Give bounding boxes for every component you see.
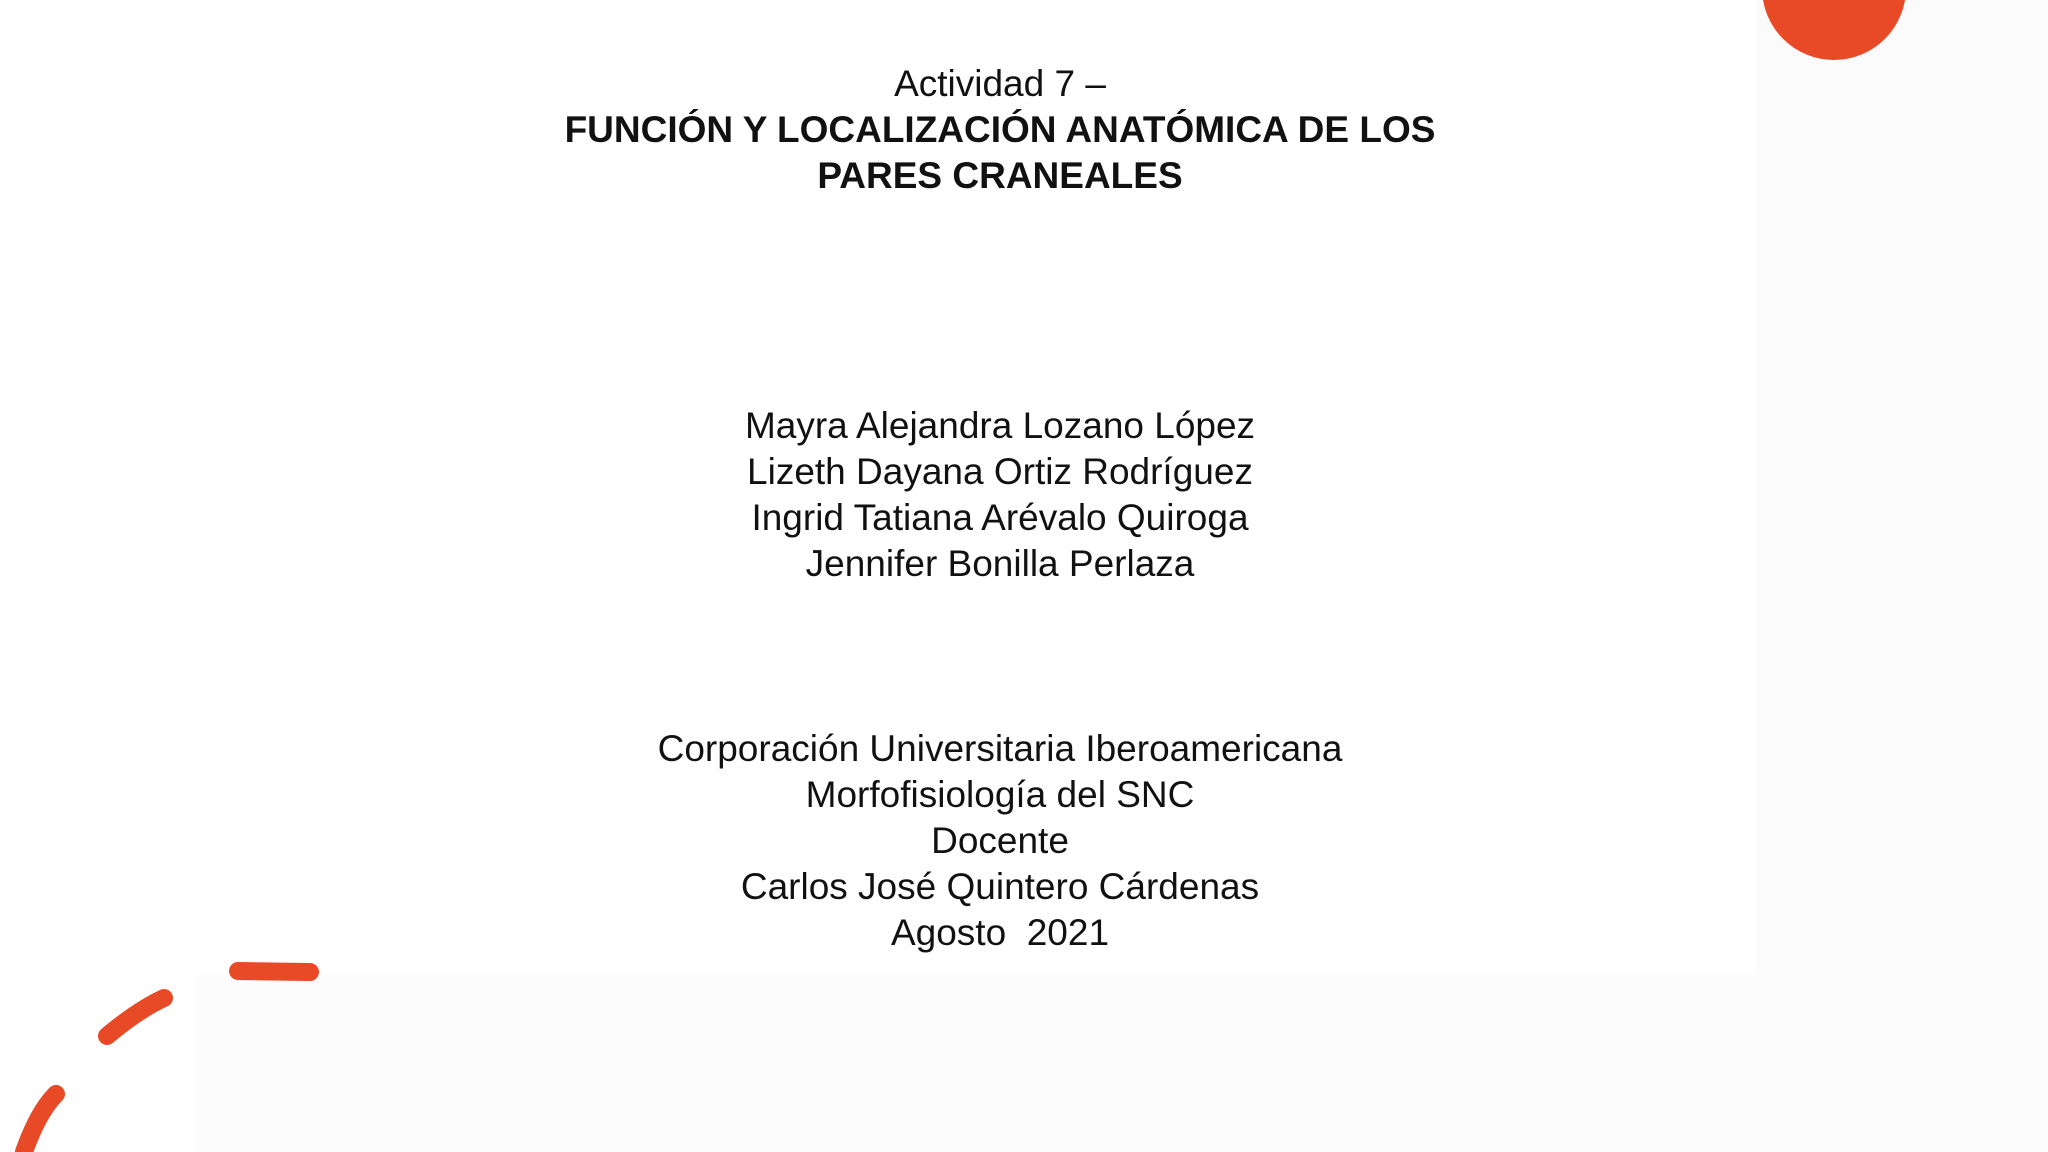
date: Agosto 2021 [890,912,1110,953]
author-name: Ingrid Tatiana Arévalo Quiroga [751,497,1249,538]
arc-dash-3 [24,1094,56,1152]
title-line-2: PARES CRANEALES [817,155,1183,196]
author-name: Mayra Alejandra Lozano López [744,405,1256,446]
activity-label: Actividad 7 – [894,63,1106,104]
arc-dash-2 [107,998,164,1036]
bottom-panel-background [196,975,1756,1152]
course-name: Morfofisiología del SNC [805,774,1195,815]
title-line-1: FUNCIÓN Y LOCALIZACIÓN ANATÓMICA DE LOS [564,109,1436,150]
title-block [0,61,2000,199]
institution: Corporación Universitaria Iberoamericana [657,728,1343,769]
arc-dash-1 [238,971,310,972]
decorative-dashed-arc [0,940,340,1152]
teacher-name: Carlos José Quintero Cárdenas [740,866,1260,907]
course-info [0,726,2000,956]
authors-list [0,403,2000,587]
teacher-label: Docente [931,820,1069,861]
author-name: Lizeth Dayana Ortiz Rodríguez [747,451,1253,492]
author-name: Jennifer Bonilla Perlaza [805,543,1195,584]
